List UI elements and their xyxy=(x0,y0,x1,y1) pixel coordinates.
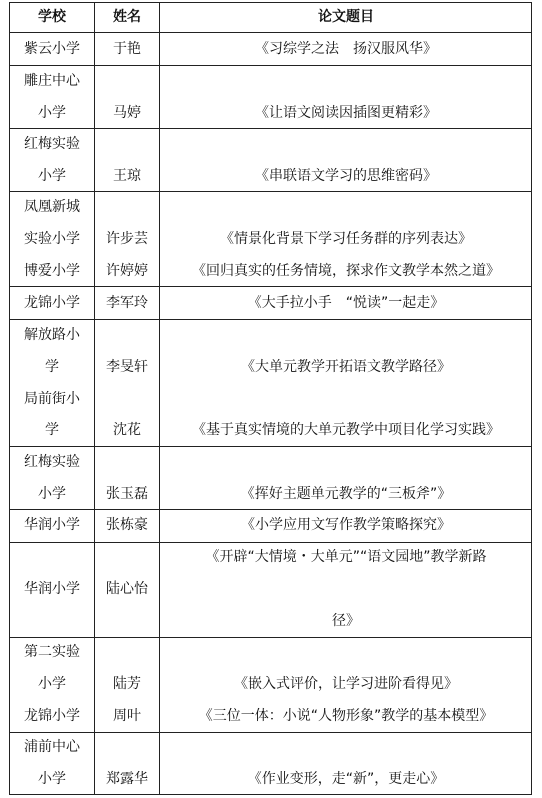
row-divider xyxy=(9,319,532,320)
paper-title-cell: 《开辟“大情境・大单元”“语文园地”教学新路 xyxy=(205,549,487,565)
paper-title-cell: 《挥好主题单元教学的“三板斧”》 xyxy=(240,486,452,502)
row-divider xyxy=(9,65,532,66)
paper-title-cell: 《嵌入式评价，让学习进阶看得见》 xyxy=(234,676,458,692)
school-cell: 凤凰新城 xyxy=(24,199,80,215)
author-cell: 许步芸 xyxy=(106,231,148,247)
row-divider xyxy=(9,509,532,510)
school-cell: 实验小学 xyxy=(24,231,80,247)
paper-title-cell: 《大手拉小手 “悦读”一起走》 xyxy=(247,295,445,311)
author-cell: 张玉磊 xyxy=(106,486,148,502)
row-divider xyxy=(9,542,532,543)
author-cell: 李军玲 xyxy=(106,295,148,311)
row-divider xyxy=(9,32,532,33)
author-cell: 陆芳 xyxy=(113,676,141,692)
school-cell: 第二实验 xyxy=(24,644,80,660)
author-cell: 于艳 xyxy=(113,41,141,57)
table-bottom-border xyxy=(9,794,532,795)
school-cell: 小学 xyxy=(38,486,66,502)
author-cell: 沈花 xyxy=(113,422,141,438)
row-divider xyxy=(9,191,532,192)
header-title: 论文题目 xyxy=(318,9,374,25)
header-school: 学校 xyxy=(38,9,66,25)
paper-title-cell: 《三位一体：小说“人物形象”教学的基本模型》 xyxy=(198,708,494,724)
school-cell: 紫云小学 xyxy=(24,41,80,57)
school-cell: 局前街小 xyxy=(24,391,80,407)
paper-title-cell: 《基于真实情境的大单元教学中项目化学习实践》 xyxy=(192,422,500,438)
paper-title-cell: 《作业变形，走“新”，更走心》 xyxy=(247,771,445,787)
author-cell: 许婷婷 xyxy=(106,263,148,279)
school-cell: 红梅实验 xyxy=(24,454,80,470)
paper-title-cell: 《让语文阅读因插图更精彩》 xyxy=(255,105,437,121)
school-cell: 华润小学 xyxy=(24,581,80,597)
school-cell: 华润小学 xyxy=(24,517,80,533)
school-cell: 龙锦小学 xyxy=(24,708,80,724)
author-cell: 马婷 xyxy=(113,105,141,121)
school-cell: 小学 xyxy=(38,676,66,692)
school-cell: 解放路小 xyxy=(24,327,80,343)
row-divider xyxy=(9,637,532,638)
author-cell: 陆心怡 xyxy=(106,581,148,597)
table-left-border xyxy=(9,2,10,795)
author-cell: 周叶 xyxy=(113,708,141,724)
school-cell: 红梅实验 xyxy=(24,136,80,152)
school-cell: 小学 xyxy=(38,771,66,787)
paper-title-cell: 《串联语文学习的思维密码》 xyxy=(255,168,437,184)
paper-title-cell: 径》 xyxy=(332,613,360,629)
school-cell: 雕庄中心 xyxy=(24,73,80,89)
paper-title-cell: 《情景化背景下学习任务群的序列表达》 xyxy=(220,231,472,247)
school-cell: 学 xyxy=(45,422,59,438)
author-cell: 郑露华 xyxy=(106,771,148,787)
header-name: 姓名 xyxy=(113,9,141,25)
school-cell: 博爱小学 xyxy=(24,263,80,279)
school-cell: 小学 xyxy=(38,168,66,184)
author-cell: 张栋豪 xyxy=(106,517,148,533)
school-cell: 浦前中心 xyxy=(24,739,80,755)
row-divider xyxy=(9,732,532,733)
paper-title-cell: 《大单元教学开拓语文教学路径》 xyxy=(241,359,451,375)
paper-title-cell: 《小学应用文写作教学策略探究》 xyxy=(241,517,451,533)
author-cell: 王琼 xyxy=(113,168,141,184)
row-divider xyxy=(9,446,532,447)
row-divider xyxy=(9,128,532,129)
school-cell: 学 xyxy=(45,359,59,375)
school-cell: 小学 xyxy=(38,105,66,121)
paper-title-cell: 《习综学之法 扬汉服风华》 xyxy=(255,41,437,57)
row-divider xyxy=(9,286,532,287)
paper-title-table xyxy=(9,2,532,795)
paper-title-cell: 《回归真实的任务情境，探求作文教学本然之道》 xyxy=(192,263,500,279)
author-cell: 李旻轩 xyxy=(106,359,148,375)
school-cell: 龙锦小学 xyxy=(24,295,80,311)
table-top-border xyxy=(9,2,532,3)
